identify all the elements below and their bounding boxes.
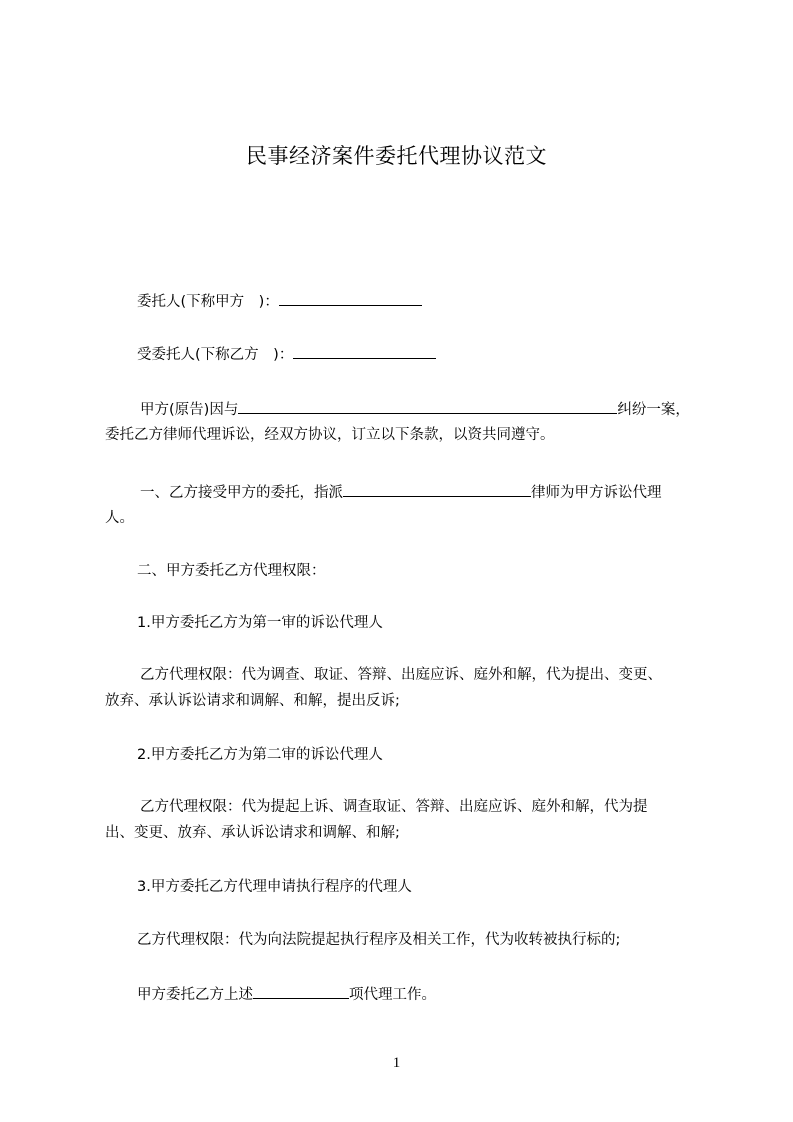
item2-line-2: 出、变更、放弃、承认诉讼请求和调解、和解; [105,825,400,841]
summary-line [0,983,793,1006]
lawyer-name-blank[interactable] [343,481,531,497]
item3-heading: 3.甲方委托乙方代理申请执行程序的代理人 [137,879,412,895]
item1-line-2: 放弃、承认诉讼请求和调解、和解，提出反诉; [105,693,400,709]
clause1-line-2: 人。 [105,510,134,526]
intro-suffix: 纠纷一案， [617,402,690,418]
principal-line [0,290,793,313]
clause1-suffix: 律师为甲方诉讼代理 [531,485,662,501]
summary-suffix: 项代理工作。 [349,987,436,1003]
agent-line [0,343,793,366]
item3-line-1: 乙方代理权限：代为向法院提起执行程序及相关工作，代为收转被执行标的; [137,932,621,948]
document-title: 民事经济案件委托代理协议范文 [246,144,547,168]
summary-prefix: 甲方委托乙方上述 [137,987,253,1003]
agent-blank[interactable] [293,343,436,359]
intro-line-2: 委托乙方律师代理诉讼，经双方协议，订立以下条款，以资共同遵守。 [105,427,555,443]
item1-line-1: 乙方代理权限：代为调查、取证、答辩、出庭应诉、庭外和解，代为提出、变更、 [140,667,662,683]
clause2-heading: 二、甲方委托乙方代理权限： [137,563,326,579]
item-count-blank[interactable] [253,983,349,999]
clause1-prefix: 一、乙方接受甲方的委托，指派 [140,485,343,501]
principal-blank[interactable] [279,290,422,306]
item2-heading: 2.甲方委托乙方为第二审的诉讼代理人 [137,747,383,763]
intro-prefix: 甲方(原告)因与 [140,402,239,418]
item1-heading: 1.甲方委托乙方为第一审的诉讼代理人 [137,615,383,631]
page-number: 1 [392,1055,401,1071]
agent-label: 受委托人(下称乙方 )： [137,347,294,363]
dispute-party-blank[interactable] [238,398,617,414]
principal-label: 委托人(下称甲方 )： [137,294,279,310]
clause1-line-1 [0,481,793,504]
item2-line-1: 乙方代理权限：代为提起上诉、调查取证、答辩、出庭应诉、庭外和解，代为提 [140,799,648,815]
intro-line-1 [0,398,793,421]
